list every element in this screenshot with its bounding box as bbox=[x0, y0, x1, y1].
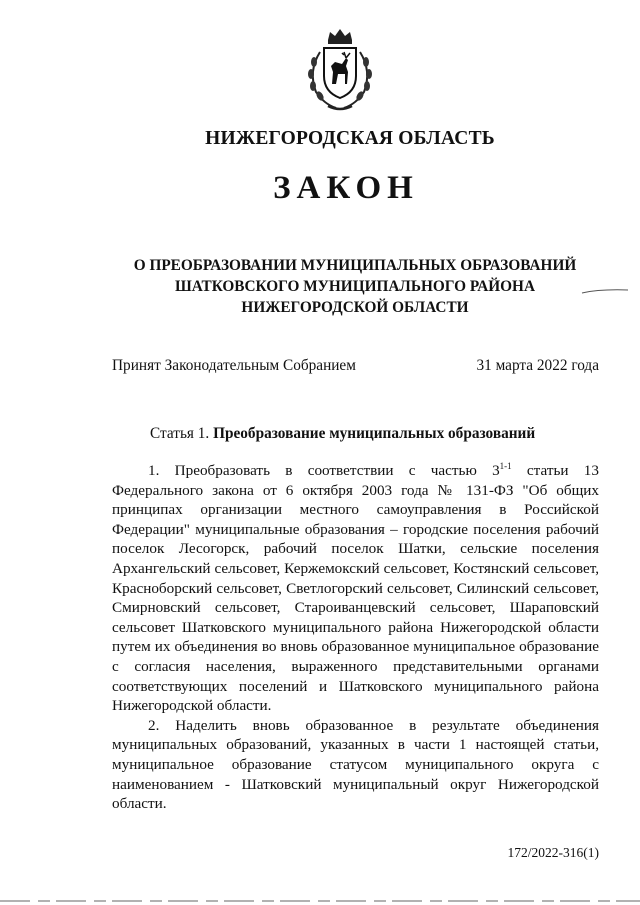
article-label: Статья 1. bbox=[150, 425, 210, 442]
coat-of-arms-icon bbox=[302, 26, 378, 112]
subtitle-line: НИЖЕГОРОДСКОЙ ОБЛАСТИ bbox=[241, 299, 469, 316]
scan-edge-artifact bbox=[0, 898, 640, 904]
adoption-date: 31 марта 2022 года bbox=[476, 357, 599, 374]
region-title: НИЖЕГОРОДСКАЯ ОБЛАСТЬ bbox=[205, 128, 495, 149]
law-subtitle bbox=[118, 255, 592, 318]
article-heading bbox=[150, 425, 535, 443]
subtitle-line: О ПРЕОБРАЗОВАНИИ МУНИЦИПАЛЬНЫХ ОБРАЗОВАНИЙ bbox=[133, 257, 577, 274]
article-title: Преобразование муниципальных образований bbox=[213, 425, 536, 442]
adopted-by-text: Принят Законодательным Собранием bbox=[112, 357, 356, 374]
subtitle-line: ШАТКОВСКОГО МУНИЦИПАЛЬНОГО РАЙОНА bbox=[174, 278, 535, 295]
law-title: ЗАКОН bbox=[273, 170, 419, 206]
adoption-line bbox=[112, 357, 599, 375]
paragraph-1: 1. Преобразовать в соответствии с частью 3$^{1-1}$ статьи 13 Федерального закона от 6 октября 2003 года № 131-ФЗ "Об общих принципах организации местного самоуправления в Российской Федерации" муниципальные образования – городские поселения рабочий поселок Лесогорск, рабочий поселок Шатки, сельские поселения Архангельский сельсовет, Кержемокский сельсовет, Костянский сельсовет, Красноборский сельсовет, Светлогорский сельсовет, Силинский сельсовет, Смирновский сельсовет, Староиванцевский сельсовет, Шараповский сельсовет Шатковского муниципального района Нижегородской области путем их объединения во вновь образованное муниципальное образование с согласия населения, выраженного представительными органами соответствующих поселений и Шатковского муниципального района Нижегородской области. bbox=[112, 460, 599, 715]
handwritten-mark bbox=[580, 287, 630, 295]
paragraph-2: 2. Наделить вновь образованное в результате объединения муниципальных образований, указанных в части 1 настоящей статьи, муниципальное образование статусом муниципального округа с наименованием - Шатковский муниципальный округ Нижегородской области. bbox=[112, 716, 599, 813]
document-number: 172/2022-316(1) bbox=[507, 845, 599, 860]
article-body bbox=[112, 461, 599, 814]
